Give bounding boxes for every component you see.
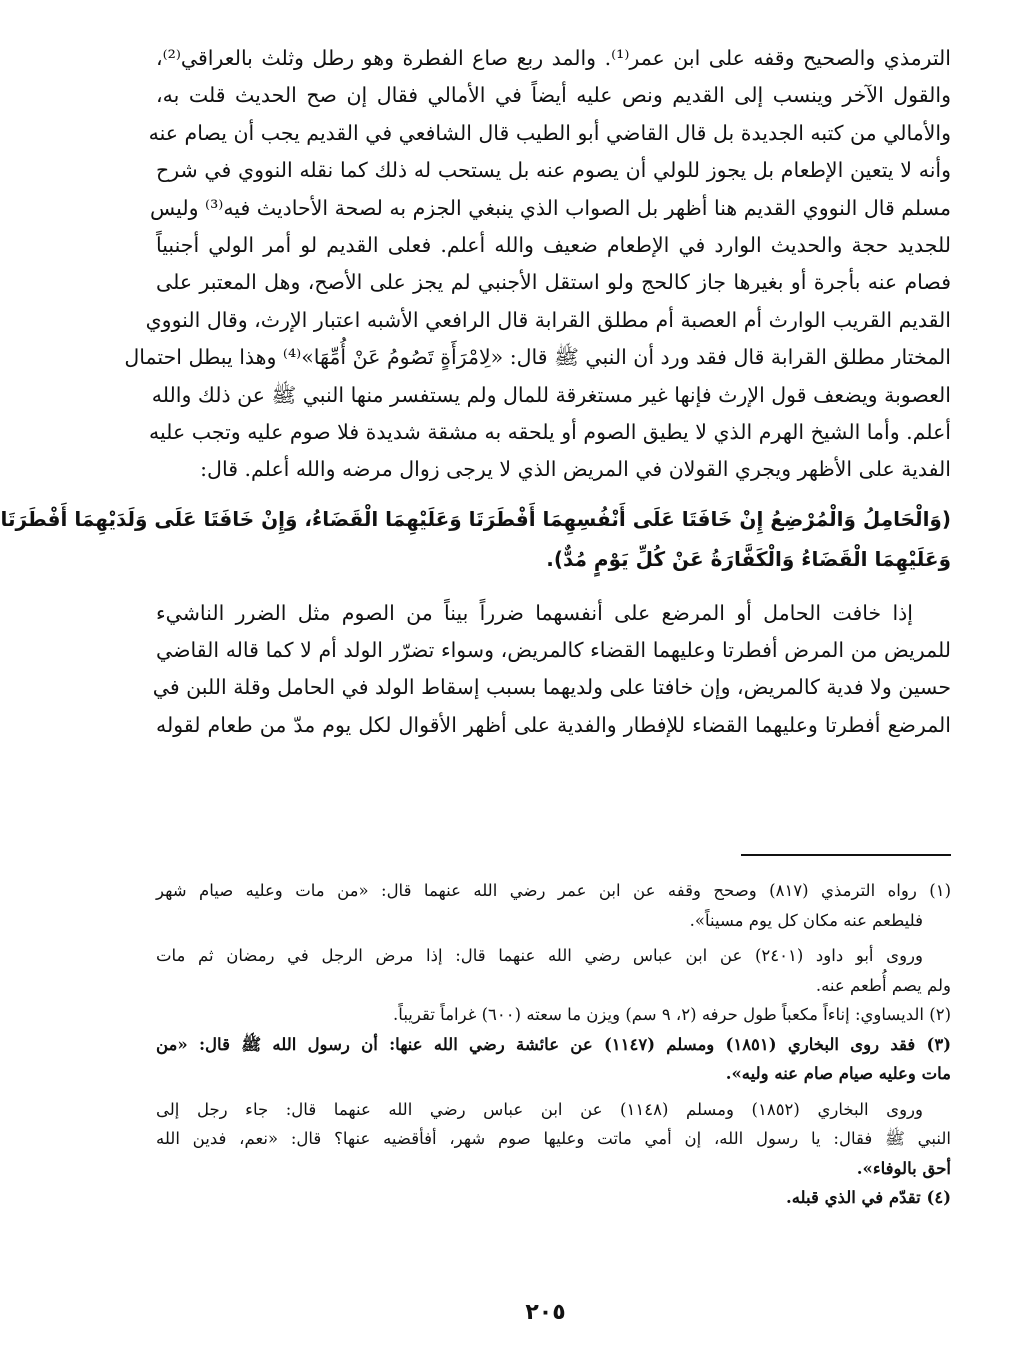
footnote-4-line: (٤) تقدّم في الذي قبله. [785, 1188, 951, 1207]
matn-line: وَعَلَيْهِمَا الْقَضَاءُ وَالْكَفَّارَةُ عَنْ كُلِّ يَوْمٍ مُدٌّ). [546, 546, 951, 571]
footnote-3-line: مات وعليه صيام صام عنه وليه». [725, 1064, 951, 1083]
body-line: الترمذي والصحيح وقفه على ابن عمر⁽¹⁾. والمد ربع صاع الفطرة وهو رطل وثلث بالعراقي⁽²⁾، [156, 46, 951, 70]
footnote-1-line: (١) رواه الترمذي (٨١٧) وصحح وقفه عن ابن عمر رضي الله عنهما قال: «من مات وعليه صيام شهر [156, 881, 951, 900]
footnotes [156, 876, 951, 1213]
footnote-3-line: (٣) فقد روى البخاري (١٨٥١) ومسلم (١١٤٧) عن عائشة رضي الله عنها: أن رسول الله ﷺ قال: «من [156, 1034, 951, 1054]
commentary-line: إذا خافت الحامل أو المرضع على أنفسهما ضرراً بيناً من الصوم مثل الضرر الناشيء [156, 600, 913, 625]
commentary-line: حسين ولا فدية كالمريض، وإن خافتا على ولديهما بسبب إسقاط الولد في الحامل وقلة اللبن في [152, 675, 951, 700]
spacer [156, 579, 951, 595]
body-line: المختار مطلق القرابة قال فقد ورد أن النبي ﷺ قال: «لِامْرَأَةٍ تَصُومُ عَنْ أُمِّهَا»⁽⁴⁾ وهذا يبطل احتمال [124, 345, 951, 370]
footnote-1-sub-line: وروى أبو داود (٢٤٠١) عن ابن عباس رضي الله عنهما قال: إذا مرض الرجل في رمضان ثم مات [156, 946, 923, 965]
body-line: والأمالي من كتبه الجديدة بل قال القاضي أبو الطيب قال الشافعي في القديم يجب أن يصام عنه [148, 120, 951, 145]
footnote-3-sub-line: وروى البخاري (١٨٥٢) ومسلم (١١٤٨) عن ابن عباس رضي الله عنهما قال: جاء رجل إلى [156, 1099, 923, 1119]
footnote-3-sub-line: النبي ﷺ فقال: يا رسول الله، إن أمي ماتت وعليها صوم شهر، أفأقضيه عنها؟ قال: «نعم، فدين الله [156, 1129, 951, 1148]
body-line: للجديد حجة والحديث الوارد في الإطعام ضعيف والله أعلم. فعلى القديم لو أمر الولي أجنبياً [156, 232, 951, 257]
body-line: فصام عنه بأجرة أو بغيرها جاز كالحج ولو استقل الأجنبي لم يجز على الأصح، وهل المعتبر على [156, 270, 951, 295]
body-line: القديم القريب الوارث أم العصبة أم مطلق القرابة قال الرافعي الأشبه اعتبار الإرث، وقال النووي [145, 307, 951, 332]
body-line: مسلم قال النووي القديم هنا أظهر بل الصواب الذي ينبغي الجزم به لصحة الأحاديث فيه⁽³⁾ وليس [150, 195, 951, 220]
page-number: ٢٠٥ [525, 1300, 566, 1325]
commentary-line: المرضع أفطرتا وعليهما القضاء للإفطار والفدية على أظهر الأقوال لكل يوم مدّ من طعام لقوله [156, 712, 951, 737]
footnote-1-sub-line: ولم يصم أُطعم عنه. [815, 975, 951, 995]
spacer [156, 489, 951, 499]
footnote-3-sub-line: أحق بالوفاء». [856, 1158, 951, 1178]
main-text [0, 40, 951, 744]
body-line: العصوبة ويضعف قول الإرث فإنها غير مستغرقة للمال ولم يستفسر منها النبي ﷺ عن ذلك والله [151, 382, 951, 407]
body-line: والقول الآخر وينسب إلى القديم ونص عليه أيضاً في الأمالي فقال إن صح الحديث قلت به، [156, 83, 951, 108]
matn-line: (وَالْحَامِلُ وَالْمُرْضِعُ إِنْ خَافَتَا عَلَى أَنْفُسِهِمَا أَفْطَرَتَا وَعَلَيْهِمَا الْقَضَاءُ، وَإِنْ خَافَتَا عَلَى وَلَدَيْهِمَا أَفْطَرَتَا [0, 506, 951, 531]
body-line: أعلم. وأما الشيخ الهرم الذي لا يطيق الصوم أو يلحقه به مشقة شديدة فلا صوم عليه وتجب عليه [149, 419, 951, 444]
footnote-2-line: (٢) الديساوي: إناءاً مكعباً طول حرفه (٢، ٩ سم) ويزن ما سعته (٦٠٠) غراماً تقريباً. [393, 1005, 951, 1024]
footnote-separator [741, 854, 951, 856]
footnote-1-line: فليطعم عنه مكان كل يوم مسيناً». [689, 910, 923, 930]
commentary-line: للمريض من المرض أفطرتا وعليهما القضاء كالمريض، وسواء تضرّر الولد أم لا كما قاله القاضي [156, 638, 951, 663]
body-line: وأنه لا يتعين الإطعام بل يجوز للولي أن يصوم عنه بل يستحب له ذلك كما نقله النووي في شرح [156, 158, 951, 183]
body-line: الفدية على الأظهر ويجري القولان في المريض الذي لا يرجى زوال مرضه والله أعلم. قال: [200, 457, 951, 482]
